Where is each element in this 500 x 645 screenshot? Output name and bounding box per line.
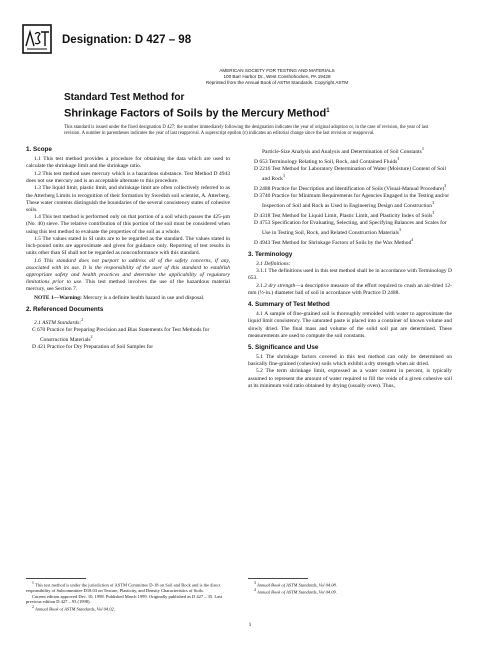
paragraph-1-2: 1.2 This test method uses mercury which is a hazardous substance. Test Method D 4943 does not use mercury and is an acceptable alternate to this procedure. [26,170,230,184]
reference-d4943 [248,237,452,247]
footnote-text: Annual Book of ASTM Standards, Vol 04.09. [257,589,337,595]
paragraph-3-1-1: 3.1.1 The definitions used in this test method shall be in accordance with Terminology D 653. [248,268,452,282]
reference-text: D 2488 Practice for Description and Identification of Soils (Visual-Manual Procedure) [254,185,445,192]
paragraph-1-3: 1.3 The liquid limit, plastic limit, and shrinkage limit are often collectively referred to as the Atterberg Limits in recognition of their formation by Swedish soil scientist, A. Atterberg. These water contents distinguish the boundaries of the several consistency states of cohesive soils. [26,185,230,213]
title-line-2 [64,104,444,121]
section-heading-scope: 1. Scope [26,146,52,153]
reference-d421: D 421 Practice for Dry Preparation of Soil Samples for [32,344,154,350]
reference-text: D 4753 Specification for Evaluating, Selecting, and Specifying Balances and Scales for Use in Testing Soil, Rock, and Related Construction Materials [254,219,447,236]
astm-standards-label: 2.1 ASTM Standards: [34,319,82,326]
paragraph-5-2: 5.2 The term shrinkage limit, expressed as a water content in percent, is typically assumed to represent the amount of water required to fill the voids of a given cohesive soil at its minimum void ratio obtained by drying (usually oven). Thus, [248,368,452,389]
publisher-info [142,68,412,86]
footnote-text: Annual Book of ASTM Standards, Vol 04.02. [35,606,115,612]
footnote-4 [248,588,452,595]
right-footnotes [248,578,452,595]
footnote-ref: 3 [399,227,401,232]
paragraph-1-1: 1.1 This test method provides a procedure for obtaining the data which are used to calculate the shrinkage limit and the shrinkage ratio. [26,156,230,170]
footnote-text: This test method is under the jurisdiction of ASTM Committee D-18 on Soil and Rock and is the direct responsibility of Subcommittee D18.03 on Texture, Plasticity, and Density Characteristics of Soils. [26,582,221,594]
org-name: AMERICAN SOCIETY FOR TESTING AND MATERIALS [219,68,335,73]
reference-d2488 [248,183,452,193]
paragraph-4-1: 4.1 A sample of fine-grained soil is thoroughly remolded with water to approximate the liquid limit consistency. The saturated paste is placed into a container of known volume and slowly dried. The final mass and volume of the solid soil pat are determined. These measurements are used to compute the soil constants. [248,311,452,339]
reference-text: D 653 Terminology Relating to Soil, Rock, and Contained Fluids [254,158,398,165]
reference-text: D 4318 Test Method for Liquid Limit, Plastic Limit, and Plasticity Index of Soils [254,212,433,219]
note-1 [26,295,230,302]
paragraph-3-1-2 [248,283,452,297]
footnote-ref: 3 [397,156,400,161]
issue-note: This standard is issued under the fixed designation D 427; the number immediately following the designation indicates the year of original adoption or, in the case of revision, the year of last revision. A number in parentheses indicates the year of last reapproval. A superscript epsilon (ε) indicates an editorial change since the last revision or reapproval. [64,125,429,137]
footnote-ref: 3 [282,173,285,178]
title-block [64,92,444,121]
footnote-ref: 3 [432,210,435,215]
mercury-notice: This test method involves the use of the hazardous material mercury, see Section 7. [26,279,230,293]
reference-d421-continued [248,146,452,156]
title-text: Shrinkage Factors of Soils by the Mercury Method [64,107,327,120]
title-line-1: Standard Test Method for [64,92,185,103]
footnote-divider [26,578,86,579]
reference-text: D 4943 Test Method for Shrinkage Factors of Soils by the Wax Method [254,239,412,246]
reference-text: C 670 Practice for Preparing Precision and Bias Statements for Test Methods for Construction Materials [32,326,210,343]
section-heading-significance: 5. Significance and Use [248,343,319,351]
note-label: NOTE 1—Warning: [34,295,82,302]
footnote-ref: 3 [432,200,434,205]
org-address: 100 Barr Harbor Dr., West Conshohocken, PA 19428 [223,74,331,79]
note-text: Mercury is a definite health hazard in use and disposal. [81,295,205,302]
section-heading-terminology: 3. Terminology [248,250,293,258]
reference-text: D 3740 Practice for Minimum Requirements for Agencies Engaged in the Testing and/or Inspection of Soil and Rock as Used in Engineering Design and Construction [254,192,450,209]
paragraph-1-5: 1.5 The values stated in SI units are to be regarded as the standard. The values stated in inch-pound units are approximate and given for guidance only. Reporting of test results in units other than SI shall not be regarded as nonconformance with this standard. [26,236,230,257]
paragraph-3-1: 3.1 Definitions: [256,260,291,267]
definition-text: —a descriptive measure of the effort required to crush an air-dried 12-mm (½-in.) diameter ball of soil in accordance with Practice D 2488. [248,283,453,297]
reference-text: Particle-Size Analysis and Analysis and Determination of Soil Constants [262,148,422,155]
footnote-1-edition: Current edition approved Dec. 10, 1998. Published March 1999. Originally published as D 427 – 35. Last previous edition D 427 – 93 (1998). [26,593,223,605]
footnote-text: Annual Book of ASTM Standards, Vol 04.08. [257,582,337,588]
reference-c670 [26,327,230,344]
paragraph-1-6 [26,258,230,293]
designation: Designation: D 427 – 98 [62,34,192,46]
left-footnotes [26,578,230,612]
defined-term: 3.1.2 dry strength [256,283,296,290]
page-number: 1 [248,622,252,628]
reprint-note: Reprinted from the Annual Book of ASTM Standards. Copyright ASTM [205,80,349,85]
footnote-ref: 2 [90,335,93,340]
reference-d4753 [248,220,452,237]
reference-d653 [248,156,452,166]
safety-caveat: 1.6 This standard does not purport to address all of the safety concerns, if any, associated with its use. It is the responsibility of the user of this standard to establish appropriate safety and health practices and determine the applicability of regulatory limitations prior to use. [26,257,230,286]
section-heading-summary: 4. Summary of Test Method [248,301,330,309]
footnote-ref: 3 [444,183,447,188]
left-column [26,146,230,351]
paragraph-2-1 [26,317,230,327]
footnote-ref: 4 [411,237,414,242]
reference-d4318 [248,210,452,220]
footnote-3 [248,581,452,588]
footnote-ref: 3 [421,147,424,151]
title-footnote-ref: 1 [326,108,330,114]
astm-logo-icon [22,24,52,54]
reference-text: D 2216 Test Method for Laboratory Determination of Water (Moisture) Content of Soil and Rock [254,165,447,182]
footnote-marker: 2 [32,604,34,609]
footnote-1 [26,581,230,594]
footnote-ref: 2 [81,317,84,322]
document-header [22,24,482,86]
paragraph-5-1: 5.1 The shrinkage factors covered in this test method can only be determined on basically fine-grained (cohesive) soils which exhibit a dry strength when air dried. [248,353,452,367]
right-column [248,146,452,390]
footnote-marker: 1 [32,581,34,585]
footnote-marker: 3 [254,581,256,585]
reference-d2216 [248,166,452,183]
footnote-2 [26,605,230,612]
reference-d3740 [248,193,452,210]
section-heading-referenced-documents: 2. Referenced Documents [26,306,104,314]
footnote-divider [248,578,308,579]
footnote-marker: 4 [254,588,256,593]
paragraph-1-4: 1.4 This test method is performed only on that portion of a soil which passes the 425-μm (No. 40) sieve. The relative contribution of this portion of the soil must be considered when using this test method to evaluate the properties of the soil as a whole. [26,214,230,235]
